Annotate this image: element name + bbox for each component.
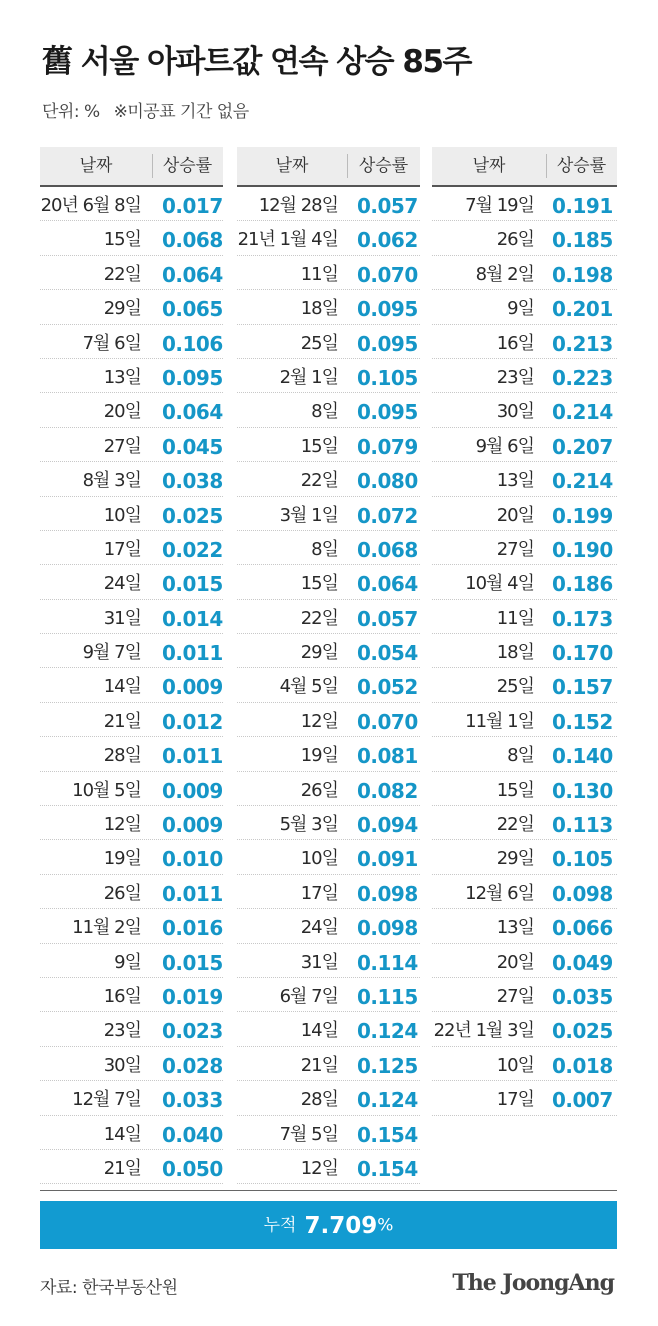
row-date: 18일 [496,642,534,664]
table-row [237,497,420,531]
row-date: 9일 [507,298,534,320]
table-row [40,1081,223,1115]
row-date: 15일 [300,435,338,457]
row-rate: 0.190 [552,537,613,562]
table-row [237,978,420,1012]
row-date: 19일 [103,848,141,870]
table-row [237,840,420,874]
row-rate: 0.091 [357,847,418,872]
table-row [432,256,617,290]
table-row [432,531,617,565]
row-rate: 0.054 [357,641,418,666]
table-row [40,1116,223,1150]
table-row [40,325,223,359]
table-row [40,806,223,840]
table-row [432,1012,617,1046]
table-row [237,634,420,668]
header-date: 날짜 [275,156,309,176]
table-row [432,600,617,634]
unit-label: 단위: % [42,102,100,122]
table-header [237,147,420,187]
header-date: 날짜 [472,156,506,176]
table-row [237,221,420,255]
row-rate: 0.125 [357,1053,418,1078]
row-rate: 0.154 [357,1122,418,1147]
row-rate: 0.022 [162,537,223,562]
row-date: 21일 [103,710,141,732]
row-rate: 0.057 [357,606,418,631]
header-rate: 상승률 [358,156,409,176]
row-date: 17일 [496,1089,534,1111]
unit-note [42,97,249,122]
row-date: 9일 [114,951,141,973]
row-date: 11월 2일 [72,917,141,939]
row-rate: 0.094 [357,813,418,838]
row-date: 14일 [103,1123,141,1145]
row-date: 25일 [496,676,534,698]
row-date: 10월 5일 [72,779,141,801]
row-date: 28일 [300,1089,338,1111]
table-row [237,428,420,462]
table-row [40,290,223,324]
row-date: 7월 5일 [279,1123,338,1145]
table-row [432,772,617,806]
table-row [40,668,223,702]
row-rate: 0.223 [552,365,613,390]
row-date: 15일 [103,229,141,251]
table-row [40,187,223,221]
row-date: 20일 [496,504,534,526]
row-rate: 0.095 [357,297,418,322]
table-row [40,978,223,1012]
row-rate: 0.106 [162,331,223,356]
row-rate: 0.124 [357,1088,418,1113]
table-row [432,944,617,978]
row-date: 22일 [496,814,534,836]
table-row [40,1047,223,1081]
table-row [432,359,617,393]
table-row [40,600,223,634]
table-row [40,944,223,978]
row-date: 19일 [300,745,338,767]
row-rate: 0.016 [162,916,223,941]
table-row [432,428,617,462]
row-rate: 0.081 [357,744,418,769]
table-row [40,221,223,255]
row-rate: 0.207 [552,434,613,459]
row-date: 22년 1월 3일 [433,1020,534,1042]
row-rate: 0.095 [357,331,418,356]
row-date: 9월 7일 [82,642,141,664]
row-date: 23일 [496,366,534,388]
row-date: 7월 19일 [465,195,534,216]
table-row [40,497,223,531]
table-row [237,1150,420,1184]
row-date: 23일 [103,1020,141,1042]
row-date: 14일 [300,1020,338,1042]
row-date: 15일 [300,573,338,595]
table-row [237,909,420,943]
row-date: 2월 1일 [279,366,338,388]
table-row [237,565,420,599]
row-rate: 0.014 [162,606,223,631]
row-date: 14일 [103,676,141,698]
row-rate: 0.045 [162,434,223,459]
total-unit: % [377,1215,394,1236]
row-date: 26일 [103,882,141,904]
row-date: 12월 28일 [258,195,338,216]
table-row [40,840,223,874]
row-date: 12월 6일 [465,882,534,904]
row-rate: 0.015 [162,950,223,975]
publisher-logo: The JoongAng [452,1270,614,1296]
table-row [237,772,420,806]
row-rate: 0.011 [162,881,223,906]
row-date: 12일 [103,814,141,836]
table-column-3 [432,147,617,1116]
row-rate: 0.070 [357,709,418,734]
row-rate: 0.157 [552,675,613,700]
row-date: 8월 3일 [82,470,141,492]
row-rate: 0.011 [162,744,223,769]
table-row [432,909,617,943]
table-row [237,1047,420,1081]
table-row [40,909,223,943]
row-rate: 0.011 [162,641,223,666]
row-rate: 0.113 [552,813,613,838]
row-rate: 0.017 [162,194,223,218]
row-date: 25일 [300,332,338,354]
row-date: 15일 [496,779,534,801]
row-date: 28일 [103,745,141,767]
row-rate: 0.068 [162,228,223,253]
row-rate: 0.185 [552,228,613,253]
row-rate: 0.199 [552,503,613,528]
row-date: 4월 5일 [279,676,338,698]
row-date: 30일 [103,1054,141,1076]
table-row [40,393,223,427]
table-header [432,147,617,187]
row-rate: 0.098 [357,881,418,906]
row-date: 12일 [300,710,338,732]
table-row [237,703,420,737]
row-date: 11일 [496,607,534,629]
row-rate: 0.062 [357,228,418,253]
row-rate: 0.068 [357,537,418,562]
source-note: 자료: 한국부동산원 [40,1278,178,1298]
table-column-1 [40,147,223,1184]
row-rate: 0.038 [162,469,223,494]
row-date: 31일 [300,951,338,973]
table-row [237,290,420,324]
row-rate: 0.052 [357,675,418,700]
row-date: 12월 7일 [72,1089,141,1111]
table-row [237,600,420,634]
cumulative-total-bar [40,1201,617,1249]
table-header [40,147,223,187]
row-rate: 0.098 [552,881,613,906]
table-row [40,1012,223,1046]
row-date: 20일 [496,951,534,973]
table-row [40,737,223,771]
row-rate: 0.186 [552,572,613,597]
row-date: 12일 [300,1157,338,1179]
row-date: 8일 [311,401,338,423]
row-rate: 0.115 [357,984,418,1009]
table-row [237,806,420,840]
row-rate: 0.154 [357,1156,418,1181]
table-row [432,221,617,255]
row-rate: 0.012 [162,709,223,734]
chart-title: 舊 서울 아파트값 연속 상승 85주 [42,44,472,80]
header-rate: 상승률 [162,156,213,176]
row-rate: 0.010 [162,847,223,872]
row-rate: 0.009 [162,778,223,803]
row-rate: 0.072 [357,503,418,528]
row-rate: 0.082 [357,778,418,803]
row-date: 17일 [300,882,338,904]
table-row [237,737,420,771]
row-date: 8일 [507,745,534,767]
row-rate: 0.064 [162,400,223,425]
row-rate: 0.214 [552,469,613,494]
row-rate: 0.050 [162,1156,223,1181]
table-row [432,668,617,702]
table-row [432,737,617,771]
row-rate: 0.105 [357,365,418,390]
row-date: 24일 [103,573,141,595]
row-date: 10월 4일 [465,573,534,595]
table-row [40,428,223,462]
table-row [40,875,223,909]
table-row [432,565,617,599]
row-date: 21일 [103,1157,141,1179]
table-row [237,1081,420,1115]
row-rate: 0.009 [162,675,223,700]
row-date: 21년 1월 4일 [237,229,338,251]
table-row [432,978,617,1012]
row-date: 10일 [496,1054,534,1076]
table-row [40,531,223,565]
table-row [237,531,420,565]
row-rate: 0.095 [357,400,418,425]
row-date: 29일 [496,848,534,870]
table-row [237,325,420,359]
row-date: 22일 [300,607,338,629]
row-rate: 0.028 [162,1053,223,1078]
table-row [432,1047,617,1081]
row-rate: 0.009 [162,813,223,838]
row-date: 21일 [300,1054,338,1076]
row-date: 27일 [496,538,534,560]
row-rate: 0.066 [552,916,613,941]
row-rate: 0.070 [357,262,418,287]
row-rate: 0.019 [162,984,223,1009]
row-rate: 0.064 [162,262,223,287]
row-date: 31일 [103,607,141,629]
row-rate: 0.213 [552,331,613,356]
row-rate: 0.170 [552,641,613,666]
row-date: 24일 [300,917,338,939]
table-row [432,634,617,668]
table-row [40,462,223,496]
row-rate: 0.098 [357,916,418,941]
table-row [432,1081,617,1115]
header-rate: 상승률 [556,156,607,176]
table-row [432,497,617,531]
row-rate: 0.214 [552,400,613,425]
row-rate: 0.025 [552,1019,613,1044]
row-rate: 0.033 [162,1088,223,1113]
table-column-2 [237,147,420,1184]
table-row [40,359,223,393]
row-date: 8일 [311,538,338,560]
row-rate: 0.023 [162,1019,223,1044]
row-rate: 0.191 [552,194,613,218]
row-rate: 0.040 [162,1122,223,1147]
table-row [432,462,617,496]
row-date: 10일 [103,504,141,526]
row-date: 16일 [496,332,534,354]
row-date: 11월 1일 [465,710,534,732]
table-row [432,875,617,909]
row-rate: 0.130 [552,778,613,803]
row-date: 11일 [300,263,338,285]
row-date: 20년 6월 8일 [40,195,141,216]
row-rate: 0.114 [357,950,418,975]
table-row [40,772,223,806]
row-date: 29일 [300,642,338,664]
row-rate: 0.105 [552,847,613,872]
table-bottom-rule [40,1190,617,1191]
row-date: 18일 [300,298,338,320]
row-date: 27일 [103,435,141,457]
row-rate: 0.018 [552,1053,613,1078]
availability-note: ※미공표 기간 없음 [113,102,249,122]
row-date: 3월 1일 [279,504,338,526]
row-date: 20일 [103,401,141,423]
row-date: 9월 6일 [475,435,534,457]
row-rate: 0.015 [162,572,223,597]
row-rate: 0.064 [357,572,418,597]
table-row [237,668,420,702]
row-date: 22일 [300,470,338,492]
row-rate: 0.173 [552,606,613,631]
table-row [40,634,223,668]
row-rate: 0.095 [162,365,223,390]
table-row [432,840,617,874]
row-date: 10일 [300,848,338,870]
row-rate: 0.007 [552,1088,613,1113]
row-rate: 0.079 [357,434,418,459]
row-date: 27일 [496,985,534,1007]
row-date: 16일 [103,985,141,1007]
row-rate: 0.065 [162,297,223,322]
row-date: 6월 7일 [279,985,338,1007]
total-label: 누적 [263,1215,297,1236]
table-row [237,393,420,427]
row-rate: 0.025 [162,503,223,528]
table-row [432,187,617,221]
table-row [237,875,420,909]
row-date: 30일 [496,401,534,423]
table-row [432,393,617,427]
row-rate: 0.049 [552,950,613,975]
table-row [237,944,420,978]
table-row [40,256,223,290]
row-rate: 0.057 [357,194,418,218]
row-rate: 0.140 [552,744,613,769]
table-row [432,290,617,324]
row-rate: 0.124 [357,1019,418,1044]
row-date: 26일 [496,229,534,251]
header-date: 날짜 [79,156,113,176]
row-rate: 0.198 [552,262,613,287]
table-row [237,462,420,496]
table-row [237,1012,420,1046]
table-row [40,1150,223,1184]
row-rate: 0.201 [552,297,613,322]
row-date: 13일 [496,917,534,939]
row-date: 13일 [103,366,141,388]
row-date: 13일 [496,470,534,492]
table-row [40,703,223,737]
row-rate: 0.035 [552,984,613,1009]
table-row [432,806,617,840]
row-date: 5월 3일 [279,814,338,836]
table-row [432,703,617,737]
table-row [237,359,420,393]
table-row [40,565,223,599]
total-value: 7.709 [304,1212,378,1239]
table-row [237,187,420,221]
row-rate: 0.080 [357,469,418,494]
row-date: 26일 [300,779,338,801]
table-row [237,256,420,290]
row-date: 29일 [103,298,141,320]
row-rate: 0.152 [552,709,613,734]
row-date: 17일 [103,538,141,560]
row-date: 7월 6일 [82,332,141,354]
row-date: 22일 [103,263,141,285]
row-date: 8월 2일 [475,263,534,285]
table-row [432,325,617,359]
table-row [237,1116,420,1150]
